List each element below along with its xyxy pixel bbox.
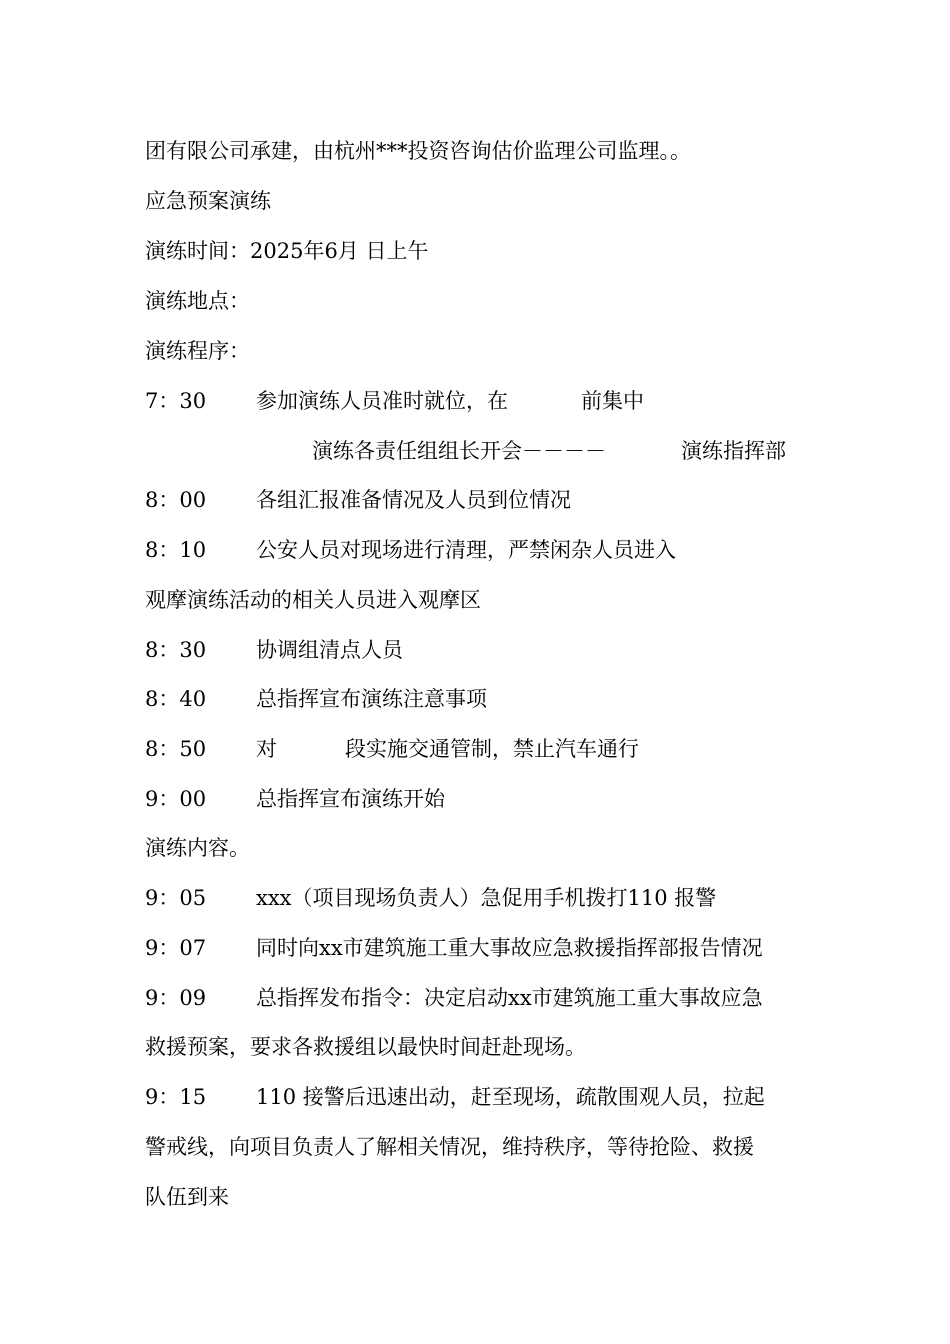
schedule-time: 9：15 xyxy=(145,1085,207,1109)
schedule-desc: xxx（项目现场负责人）急促用手机拨打110 报警 xyxy=(256,886,717,910)
schedule-desc-cont: 段实施交通管制，禁止汽车通行 xyxy=(345,737,639,761)
schedule-desc: 同时向xx市建筑施工重大事故应急救援指挥部报告情况 xyxy=(256,936,763,960)
schedule-desc-wrap: 警戒线，向项目负责人了解相关情况，维持秩序，等待抢险、救援 xyxy=(145,1135,754,1159)
schedule-desc-wrap: 救援预案，要求各救援组以最快时间赶赴现场。 xyxy=(145,1035,586,1059)
schedule-desc: 110 接警后迅速出动，赶至现场，疏散围观人员，拉起 xyxy=(256,1085,765,1109)
schedule-time: 9：05 xyxy=(145,886,207,910)
schedule-time: 9：07 xyxy=(145,936,207,960)
schedule-sub-desc: 演练各责任组组长开会－－－－ xyxy=(312,439,606,463)
drill-procedure: 演练程序： xyxy=(145,339,250,363)
schedule-time: 9：09 xyxy=(145,986,207,1010)
drill-content: 演练内容。 xyxy=(145,836,250,860)
schedule-desc: 总指挥宣布演练开始 xyxy=(256,787,445,811)
schedule-desc-cont: 前集中 xyxy=(581,389,644,413)
schedule-desc: 各组汇报准备情况及人员到位情况 xyxy=(256,488,571,512)
drill-location: 演练地点： xyxy=(145,289,250,313)
schedule-desc: 公安人员对现场进行清理，严禁闲杂人员进入 xyxy=(256,538,676,562)
schedule-time: 7：30 xyxy=(145,389,207,413)
schedule-desc-wrap: 队伍到来 xyxy=(145,1185,229,1209)
schedule-time: 8：50 xyxy=(145,737,207,761)
schedule-time: 9：00 xyxy=(145,787,207,811)
schedule-desc: 总指挥发布指令：决定启动xx市建筑施工重大事故应急 xyxy=(256,986,763,1010)
schedule-time: 8：10 xyxy=(145,538,207,562)
drill-time: 演练时间：2025年6月 日上午 xyxy=(145,239,429,263)
schedule-desc: 参加演练人员准时就位，在 xyxy=(256,389,508,413)
schedule-sub-desc-cont: 演练指挥部 xyxy=(681,439,786,463)
schedule-time: 8：00 xyxy=(145,488,207,512)
intro-line: 团有限公司承建，由杭州***投资咨询估价监理公司监理。。 xyxy=(145,139,691,163)
schedule-desc: 协调组清点人员 xyxy=(256,638,403,662)
section-title: 应急预案演练 xyxy=(145,189,271,213)
schedule-time: 8：40 xyxy=(145,687,207,711)
schedule-time: 8：30 xyxy=(145,638,207,662)
observer-line: 观摩演练活动的相关人员进入观摩区 xyxy=(145,588,481,612)
schedule-desc: 对 xyxy=(256,737,277,761)
schedule-desc: 总指挥宣布演练注意事项 xyxy=(256,687,487,711)
